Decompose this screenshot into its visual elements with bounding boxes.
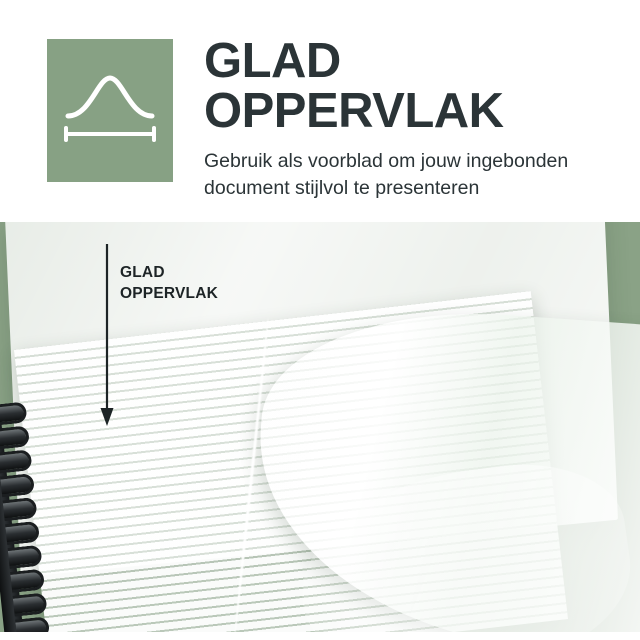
header-band — [0, 0, 640, 222]
annotation-label — [120, 262, 218, 304]
binding-ring — [0, 473, 35, 497]
binding-ring — [10, 568, 45, 592]
page-subtitle: Gebruik als voorblad om jouw ingebonden document stijlvol te presenteren — [204, 150, 569, 199]
page-title-line1: GLAD — [204, 34, 341, 88]
binding-ring — [0, 401, 27, 425]
binding-ring — [0, 449, 33, 473]
binding-ring — [3, 497, 38, 521]
annotation-label-line1: GLAD — [120, 264, 165, 281]
footer-strip — [0, 632, 640, 640]
page-title — [204, 36, 630, 136]
binding-ring — [5, 521, 40, 545]
smooth-surface-icon — [47, 39, 173, 182]
binding-ring — [13, 592, 48, 616]
binding-ring — [8, 545, 43, 569]
annotation-label-line2: OPPERVLAK — [120, 285, 218, 302]
page-title-line2: OPPERVLAK — [204, 84, 504, 138]
binding-ring — [0, 425, 30, 449]
product-photo — [0, 222, 640, 640]
header-text-block — [204, 36, 630, 202]
